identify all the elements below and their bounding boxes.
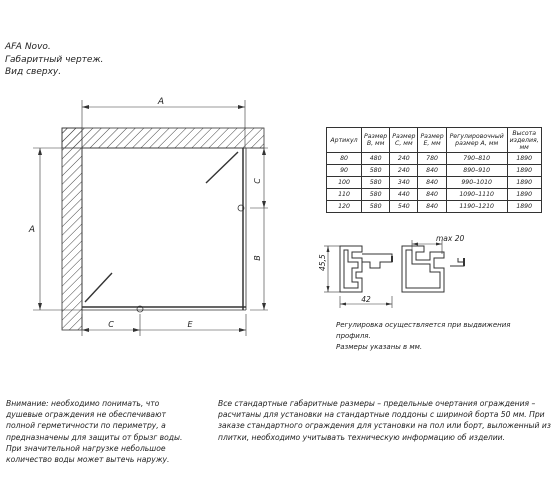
cell: 1890 — [507, 177, 541, 189]
th-size-c: Размер C, мм — [390, 128, 418, 153]
plan-view-drawing — [0, 0, 300, 345]
cell: 580 — [362, 201, 390, 213]
spec-table — [326, 127, 542, 213]
door-bottom — [85, 273, 112, 302]
cell: 840 — [418, 165, 446, 177]
profile-width-label: 42 — [361, 295, 371, 304]
th-size-b: Размер B, мм — [362, 128, 390, 153]
table-row — [327, 153, 542, 165]
dim-e-label: E — [187, 320, 193, 329]
profile-left — [340, 246, 362, 292]
cell: 1890 — [507, 153, 541, 165]
profile-note — [336, 320, 526, 353]
cell: 790–810 — [446, 153, 507, 165]
cell: 1890 — [507, 189, 541, 201]
cell: 100 — [327, 177, 362, 189]
dim-c-right-label: C — [253, 178, 262, 184]
cell: 1890 — [507, 165, 541, 177]
profile-note-line3: Размеры указаны в мм. — [336, 343, 423, 351]
table-row — [327, 177, 542, 189]
profile-note-line2: профиля. — [336, 332, 371, 340]
cell: 990–1010 — [446, 177, 507, 189]
cell: 580 — [362, 165, 390, 177]
cell: 580 — [362, 177, 390, 189]
wall-top — [62, 128, 264, 148]
dim-a-top-label: A — [157, 97, 165, 107]
cell: 580 — [362, 189, 390, 201]
table-row — [327, 189, 542, 201]
cell: 1890 — [507, 201, 541, 213]
profile-height-label: 45,5 — [318, 254, 327, 271]
cell: 1090–1110 — [446, 189, 507, 201]
dim-a-left-label: A — [28, 225, 36, 235]
drawing-title: AFA Novo. — [5, 42, 51, 52]
door-right — [206, 152, 238, 183]
cell: 110 — [327, 189, 362, 201]
cell: 1190–1210 — [446, 201, 507, 213]
dimensions-note: Все стандартные габаритные размеры – предельные очертания ограждения – расчитаны для установки на стандартные поддоны с шириной борта 50 мм. При заказе стандартного ограждения для установки на пол или борт, выложенный из плитки, необходимо учитывать техническую информацию об изделии. — [218, 399, 551, 442]
warning-note: Внимание: необходимо понимать, что душевые ограждения не обеспечивают полной герметичности по периметру, а предназначены для защиты от брызг воды. При значительной нагрузке небольшое количество воды может вытечь наружу. — [6, 399, 183, 465]
cell: 120 — [327, 201, 362, 213]
th-size-e: Размер E, мм — [418, 128, 446, 153]
cell: 340 — [390, 177, 418, 189]
table-row — [327, 165, 542, 177]
th-size-a: Регулировочный размер A, мм — [446, 128, 507, 153]
profile-right — [402, 246, 444, 292]
drawing-subtitle: Габаритный чертеж. — [5, 54, 104, 65]
dim-c-bottom-label: C — [108, 320, 114, 329]
cell: 540 — [390, 201, 418, 213]
th-height: Высота изделия, мм — [507, 128, 541, 153]
cell: 480 — [362, 153, 390, 165]
cell: 240 — [390, 153, 418, 165]
th-article: Артикул — [327, 128, 362, 153]
profile-section-drawing — [300, 232, 510, 312]
table-header-row — [327, 128, 542, 153]
cell: 90 — [327, 165, 362, 177]
profile-note-line1: Регулировка осуществляется при выдвижения — [336, 321, 511, 329]
cell: 780 — [418, 153, 446, 165]
cell: 840 — [418, 201, 446, 213]
drawing-view: Вид сверху. — [5, 67, 62, 77]
cell: 840 — [418, 189, 446, 201]
cell: 240 — [390, 165, 418, 177]
cell: 440 — [390, 189, 418, 201]
profile-max-label: max 20 — [436, 234, 465, 243]
dim-b-label: B — [253, 255, 262, 261]
wall-left — [62, 128, 82, 330]
table-row — [327, 201, 542, 213]
cell: 890–910 — [446, 165, 507, 177]
cell: 80 — [327, 153, 362, 165]
cell: 840 — [418, 177, 446, 189]
